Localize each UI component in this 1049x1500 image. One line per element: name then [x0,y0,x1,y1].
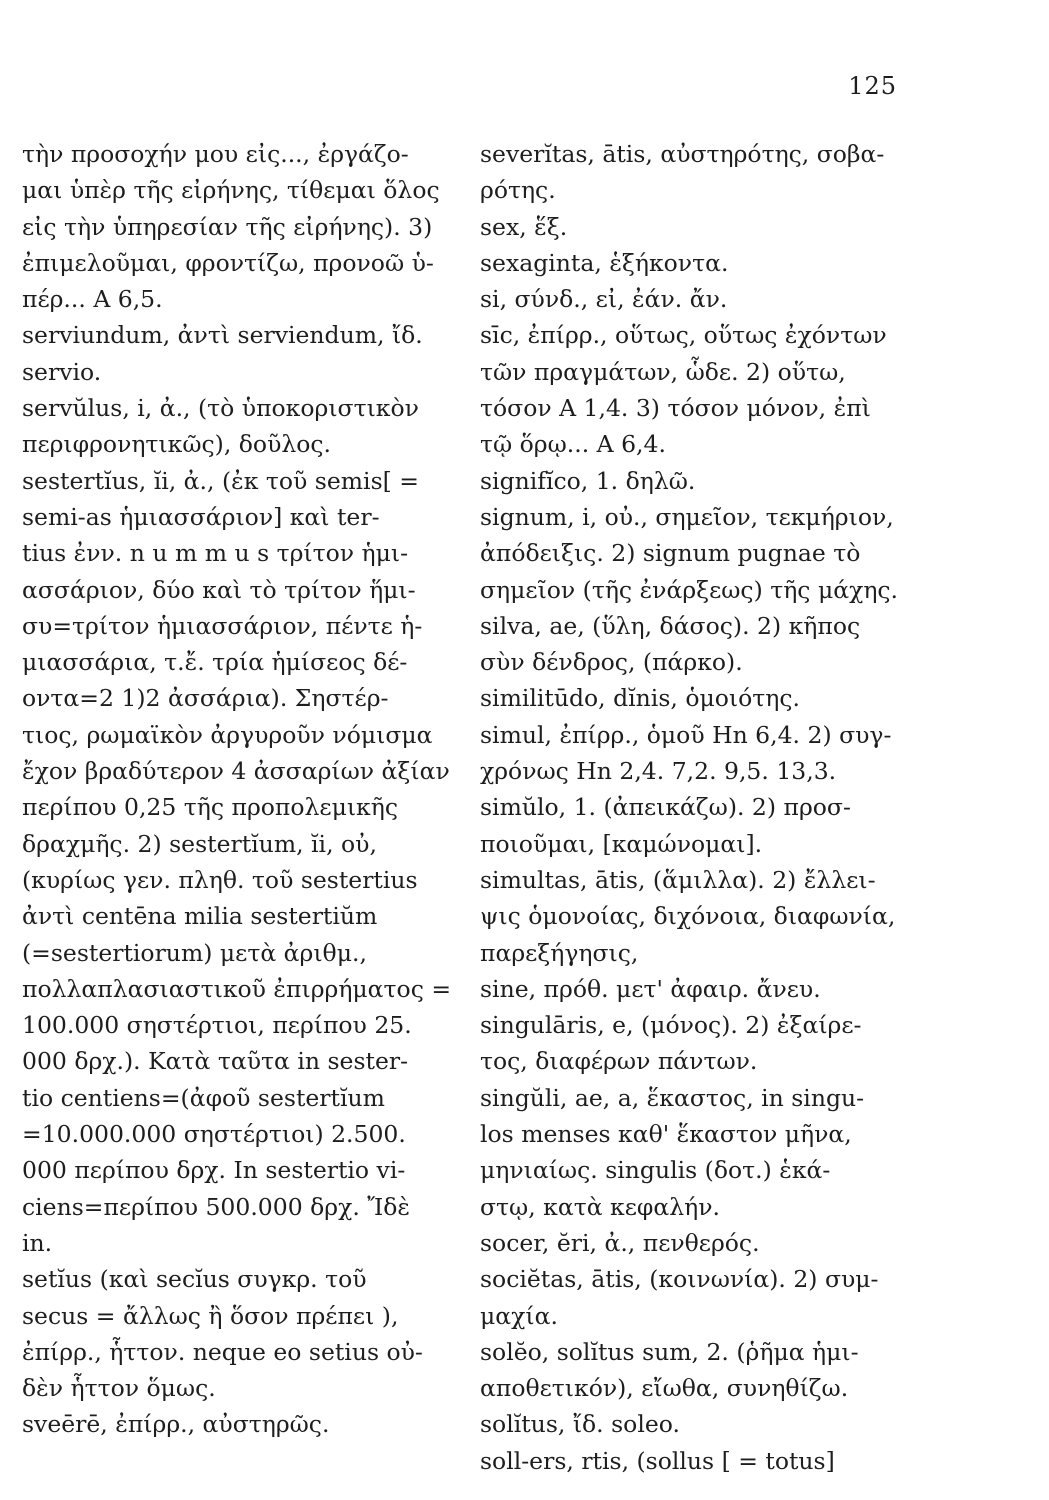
text-line: συ=τρίτον ἡμιασσάριον, πέντε ἡ- [22,611,423,640]
text-line: σὺν δένδρος, (πάρκο). [480,648,743,677]
text-line: αποθετικόν), εἴωθα, συνηθίζω. [480,1374,849,1403]
text-line: ἐπιμελοῦμαι, φροντίζω, προνοῶ ὑ- [22,248,434,277]
text-line: ρότης. [480,176,556,205]
text-line: δὲν ἧττον ὅμως. [22,1374,216,1403]
text-line: τόσον Α 1,4. 3) τόσον μόνον, ἐπὶ [480,394,871,423]
text-line: sestertĭus, ĭi, ἀ., (ἐκ τοῦ semis[ = [22,466,419,495]
text-line: sexaginta, ἑξήκοντα. [480,248,729,277]
text-line: περίπου 0,25 τῆς προπολεμικῆς [22,793,398,822]
page-number: 125 [848,72,897,100]
text-line: ἐπίρρ., ἧττον. neque eo setius οὐ- [22,1337,423,1366]
text-line: μηνιαίως. singulis (δοτ.) ἑκά- [480,1156,831,1185]
text-line: τιος, ρωμαϊκὸν ἀργυροῦν νόμισμα [22,720,433,749]
text-line: χρόνως Hn 2,4. 7,2. 9,5. 13,3. [480,757,837,786]
text-line: in. [22,1228,53,1257]
text-line: solĭtus, ἴδ. soleo. [480,1410,680,1439]
text-line: ποιοῦμαι, [καμώνομαι]. [480,829,763,858]
text-line: ἀπόδειξις. 2) signum pugnae τὸ [480,539,861,568]
text-line: sveērē, ἐπίρρ., αὐστηρῶς. [22,1410,330,1439]
text-line: ἔχον βραδύτερον 4 ἀσσαρίων ἀξίαν [22,757,450,786]
text-line: ἀντὶ centēna milia sestertiŭm [22,902,378,931]
text-line: πολλαπλασιαστικοῦ ἐπιρρήματος = [22,974,452,1003]
left-column [22,136,462,1443]
text-line: sex, ἕξ. [480,212,568,241]
text-line: 000 περίπου δρχ. In sestertio vi- [22,1156,406,1185]
text-line: sociĕtas, ātis, (κοινωνία). 2) συμ- [480,1265,879,1294]
text-line: τὴν προσοχήν μου εἰς..., ἐργάζο- [22,140,409,168]
text-line: los menses καθ' ἕκαστον μῆνα, [480,1120,852,1149]
text-line: tio centiens=(ἀφοῦ sestertĭum [22,1083,385,1112]
text-line: tius ἐνν. n u m m u s τρίτον ἡμι- [22,539,409,568]
text-line: singŭli, ae, a, ἕκαστος, in singu- [480,1083,865,1112]
text-line: simŭlo, 1. (ἀπεικάζω). 2) προσ- [480,793,851,822]
text-line: servŭlus, i, ἀ., (τὸ ὑποκοριστικὸν [22,394,419,423]
text-line: semi-as ἡμιασσάριον] καὶ ter- [22,502,380,531]
text-line: τῷ ὅρῳ... Α 6,4. [480,430,666,459]
text-line: τῶν πραγμάτων, ὧδε. 2) οὕτω, [480,357,846,386]
text-line: socer, ĕri, ἀ., πενθερός. [480,1228,760,1257]
text-line: si, σύνδ., εἰ, ἐάν. ἄν. [480,285,728,314]
text-line: signum, i, οὐ., σημεῖον, τεκμήριον, [480,502,894,531]
text-line: secus = ἄλλως ἢ ὅσον πρέπει ), [22,1301,399,1330]
text-line: servio. [22,357,102,386]
text-line: similitūdo, dĭnis, ὁμοιότης. [480,684,800,713]
text-line: simultas, ātis, (ἅμιλλα). 2) ἔλλει- [480,865,876,894]
text-line: δραχμῆς. 2) sestertĭum, ĭi, οὐ, [22,829,377,858]
text-line: solĕo, solĭtus sum, 2. (ῥῆμα ἡμι- [480,1337,859,1366]
text-line: 100.000 σηστέρτιοι, περίπου 25. [22,1011,412,1040]
text-line: τος, διαφέρων πάντων. [480,1047,758,1076]
text-line: πέρ... Α 6,5. [22,285,163,314]
text-line: μαι ὑπὲρ τῆς εἰρήνης, τίθεμαι ὅλος [22,176,440,205]
text-line: εἰς τὴν ὑπηρεσίαν τῆς εἰρήνης). 3) [22,212,433,241]
text-line: sine, πρόθ. μετ' ἀφαιρ. ἄνευ. [480,974,821,1003]
text-line: ciens=περίπου 500.000 δρχ. Ἴδὲ [22,1192,410,1221]
text-line: singulāris, e, (μόνος). 2) ἐξαίρε- [480,1011,862,1040]
text-line: σημεῖον (τῆς ἐνάρξεως) τῆς μάχης. [480,575,899,604]
text-line: signifĭco, 1. δηλῶ. [480,466,696,495]
text-line: soll-ers, rtis, (sollus [ = totus] [480,1446,835,1475]
text-line: μαχία. [480,1301,558,1330]
text-line: (κυρίως γεν. πληθ. τοῦ sestertius [22,865,418,894]
text-line: (=sestertiorum) μετὰ ἀριθμ., [22,938,367,967]
text-line: severĭtas, ātis, αὐστηρότης, σοβα- [480,140,885,168]
text-line: simul, ἐπίρρ., ὁμοῦ Hn 6,4. 2) συγ- [480,720,892,749]
text-line: 000 δρχ.). Κατὰ ταῦτα in sester- [22,1047,409,1076]
text-line: οντα=2 1)2 ἀσσάρια). Σηστέρ- [22,684,389,713]
text-line: μιασσάρια, τ.ἔ. τρία ἡμίσεος δέ- [22,648,408,677]
text-line: serviundum, ἀντὶ serviendum, ἴδ. [22,321,423,350]
text-line: ψις ὁμονοίας, διχόνοια, διαφωνία, [480,902,896,931]
text-line: στῳ, κατὰ κεφαλήν. [480,1192,720,1221]
text-line: sīc, ἐπίρρ., οὕτως, οὕτως ἐχόντων [480,321,887,350]
text-line: silva, ae, (ὕλη, δάσος). 2) κῆπος [480,611,861,640]
text-line: setĭus (καὶ secĭus συγκρ. τοῦ [22,1265,367,1294]
text-line: =10.000.000 σηστέρτιοι) 2.500. [22,1120,406,1149]
text-line: ασσάριον, δύο καὶ τὸ τρίτον ἥμι- [22,575,416,604]
right-column [480,136,920,1479]
text-line: παρεξήγησις, [480,938,639,967]
text-line: περιφρονητικῶς), δοῦλος. [22,430,332,459]
